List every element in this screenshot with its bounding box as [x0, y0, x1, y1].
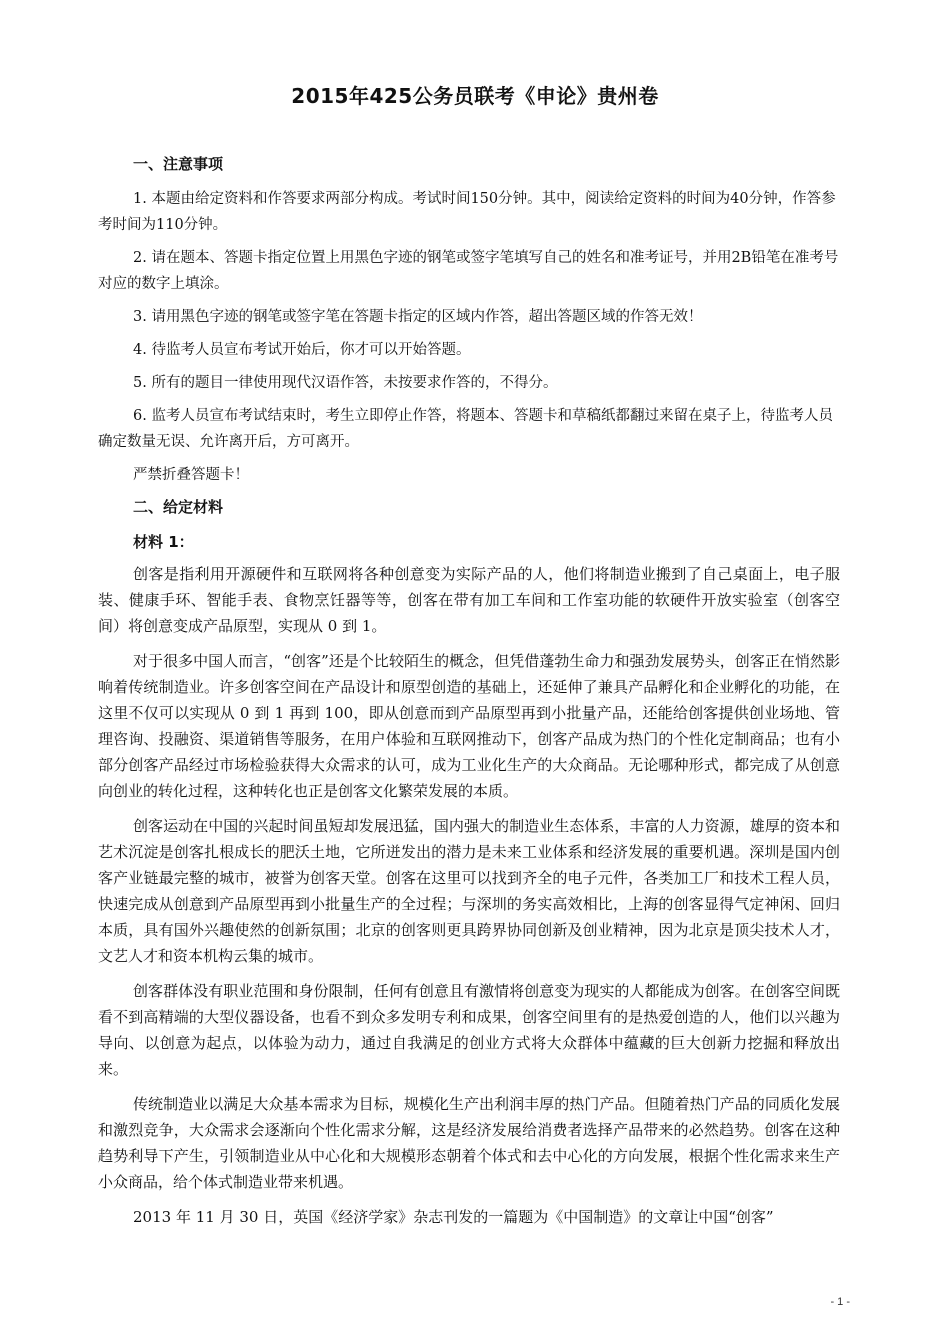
notice-item-3: 3. 请用黑色字迹的钢笔或签字笔在答题卡指定的区域内作答，超出答题区域的作答无效！ [133, 309, 703, 325]
material-paragraph-4: 创客群体没有职业范围和身份限制，任何有创意且有激情将创意变为现实的人都能成为创客。在创客空间既看不到高精端的大型仪器设备，也看不到众多发明专利和成果，创客空间里有的是热爱创造的人，他们以兴趣为导向、以创意为起点，以体验为动力，通过自我满足的创业方式将大众群体中蕴藏的巨大创新力挖掘和释放出来。 [98, 982, 840, 1078]
notice-item-4: 4. 待监考人员宣布考试开始后，你才可以开始答题。 [133, 342, 471, 358]
materials-heading: 二、给定材料 [133, 498, 224, 516]
warning-text: 严禁折叠答题卡！ [133, 467, 249, 483]
notice-item-1: 1. 本题由给定资料和作答要求两部分构成。考试时间150分钟。其中，阅读给定资料的时间为40分钟，作答参考时间为110分钟。 [98, 191, 836, 233]
notice-item-6: 6. 监考人员宣布考试结束时，考生立即停止作答，将题本、答题卡和草稿纸都翻过来留在桌子上，待监考人员确定数量无误、允许离开后，方可离开。 [98, 408, 833, 450]
page-number: - 1 - [830, 1296, 850, 1308]
document-body [98, 152, 840, 1239]
material-paragraph-3: 创客运动在中国的兴起时间虽短却发展迅猛，国内强大的制造业生态体系，丰富的人力资源，雄厚的资本和艺术沉淀是创客扎根成长的肥沃土地，它所迸发出的潜力是未来工业体系和经济发展的重要机遇。深圳是国内创客产业链最完整的城市，被誉为创客天堂。创客在这里可以找到齐全的电子元件，各类加工厂和技术工程人员，快速完成从创意到产品原型再到小批量生产的全过程；与深圳的务实高效相比，上海的创客显得气定神闲、回归本质，具有国外兴趣使然的创新氛围；北京的创客则更具跨界协同创新及创业精神，因为北京是顶尖技术人才，文艺人才和资本机构云集的城市。 [98, 817, 840, 965]
notice-item-5: 5. 所有的题目一律使用现代汉语作答，未按要求作答的，不得分。 [133, 375, 558, 391]
page-title: 2015年425公务员联考《申论》贵州卷 [291, 84, 659, 108]
notice-item-2: 2. 请在题本、答题卡指定位置上用黑色字迹的钢笔或签字笔填写自己的姓名和准考证号，并用2B铅笔在准考号对应的数字上填涂。 [98, 250, 839, 292]
material-paragraph-1: 创客是指利用开源硬件和互联网将各种创意变为实际产品的人，他们将制造业搬到了自己桌面上，电子服装、健康手环、智能手表、食物烹饪器等等，创客在带有加工车间和工作室功能的软硬件开放实验室（创客空间）将创意变成产品原型，实现从 0 到 1。 [98, 565, 840, 635]
material-label: 材料 1： [133, 533, 194, 551]
material-paragraph-6: 2013 年 11 月 30 日，英国《经济学家》杂志刊发的一篇题为《中国制造》的文章让中国“创客” [133, 1208, 774, 1226]
material-paragraph-5: 传统制造业以满足大众基本需求为目标，规模化生产出利润丰厚的热门产品。但随着热门产品的同质化发展和激烈竞争，大众需求会逐渐向个性化需求分解，这是经济发展给消费者选择产品带来的必然趋势。创客在这种趋势利导下产生，引领制造业从中心化和大规模形态朝着个体式和去中心化的方向发展，根据个性化需求来生产小众商品，给个体式制造业带来机遇。 [98, 1095, 840, 1191]
notice-heading: 一、注意事项 [133, 155, 224, 173]
material-paragraph-2: 对于很多中国人而言，“创客”还是个比较陌生的概念，但凭借蓬勃生命力和强劲发展势头，创客正在悄然影响着传统制造业。许多创客空间在产品设计和原型创造的基础上，还延伸了兼具产品孵化和企业孵化的功能，在这里不仅可以实现从 0 到 1 再到 100，即从创意而到产品原型再到小批量产品，还能给创客提供创业场地、管理咨询、投融资、渠道销售等服务，在用户体验和互联网推动下，创客产品成为热门的个性化定制商品；也有小部分创客产品经过市场检验获得大众需求的认可，成为工业化生产的大众商品。无论哪种形式，都完成了从创意向创业的转化过程，这种转化也正是创客文化繁荣发展的本质。 [98, 652, 840, 800]
